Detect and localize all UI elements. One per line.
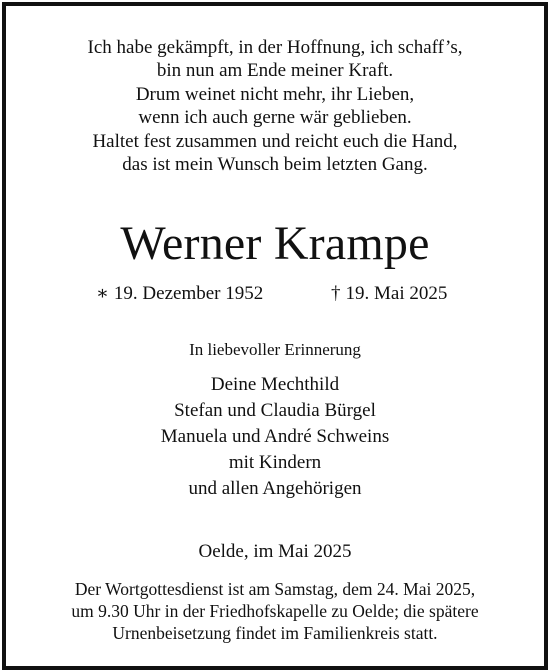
notice-line: Der Wortgottesdienst ist am Samstag, dem 24. Mai 2025, [74,579,476,599]
family-member: Stefan und Claudia Bürgel [174,400,376,421]
death-date: 19. Mai 2025 [345,283,448,304]
birth-date: 19. Dezember 1952 [113,283,264,304]
family-member: Manuela und André Schweins [160,426,390,447]
poem-line: Drum weinet nicht mehr, ihr Lieben, [135,83,415,105]
poem-line: bin nun am Ende meiner Kraft. [156,60,394,82]
obituary-content [6,6,544,666]
family-member: und allen Angehörigen [188,478,362,499]
poem-line: wenn ich auch gerne wär geblieben. [138,107,412,129]
memory-line: In liebevoller Erinnerung [189,340,361,359]
poem-line: Haltet fest zusammen und reicht euch die Hand, [92,130,458,152]
family-member: Deine Mechthild [210,374,340,395]
notice-line: Urnenbeisetzung findet im Familienkreis statt. [112,623,438,643]
poem [6,36,544,176]
death-date-group [331,282,447,306]
birth-star-icon: ∗ [96,283,109,304]
place-date: Oelde, im Mai 2025 [198,541,352,562]
notice-line: um 9.30 Uhr in der Friedhofskapelle zu Oelde; die spätere [71,601,479,621]
birth-date-group [96,282,263,306]
poem-line: Ich habe gekämpft, in der Hoffnung, ich schaff’s, [87,37,463,58]
deceased-name: Werner Krampe [120,217,430,270]
family-member: mit Kindern [228,452,322,473]
death-cross-icon: † [331,283,341,304]
poem-line: das ist mein Wunsch beim letzten Gang. [122,154,428,176]
family-list [6,372,544,502]
service-notice [6,578,544,644]
obituary-frame [2,2,548,670]
